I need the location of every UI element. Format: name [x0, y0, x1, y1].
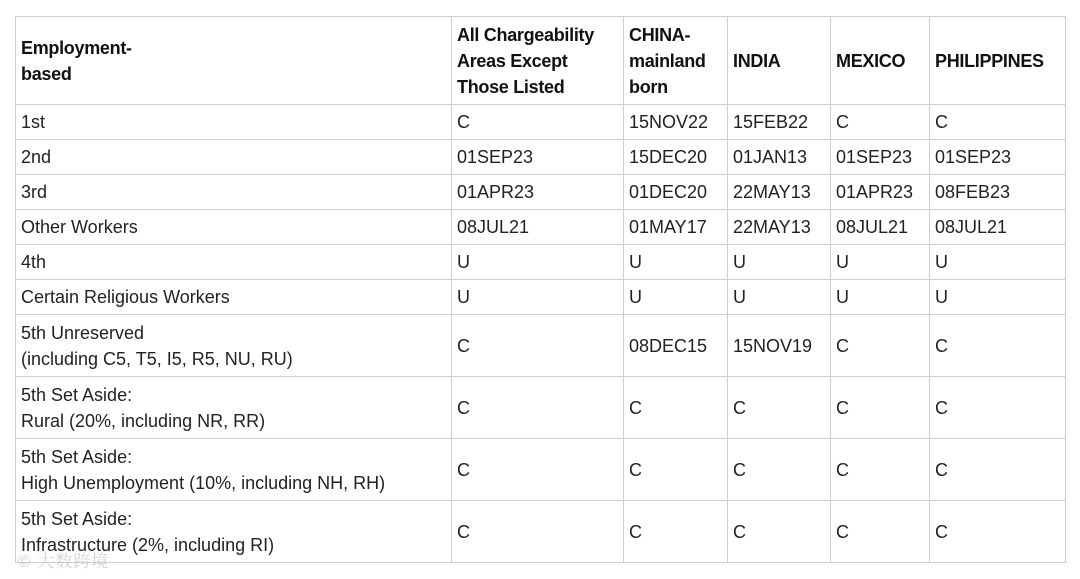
cell-all-chargeability: C: [452, 105, 624, 140]
cell-china: 15DEC20: [624, 140, 728, 175]
row-label: [16, 280, 452, 315]
row-label: [16, 439, 452, 501]
cell-mexico: C: [831, 501, 930, 563]
cell-china: U: [624, 280, 728, 315]
row-label: [16, 245, 452, 280]
cell-china: C: [624, 377, 728, 439]
row-label: [16, 140, 452, 175]
table-row: [16, 210, 1066, 245]
table-row: [16, 315, 1066, 377]
row-label-line: 5th Unreserved: [21, 322, 145, 343]
header-line: CHINA-: [629, 24, 691, 45]
header-india: INDIA: [728, 17, 831, 105]
table-row: [16, 175, 1066, 210]
row-label: [16, 377, 452, 439]
row-label: [16, 501, 452, 563]
row-label-line: (including C5, T5, I5, R5, NU, RU): [21, 348, 293, 369]
employment-based-final-action-dates-table: [15, 16, 1066, 563]
row-label-line: 3rd: [21, 182, 48, 202]
cell-china: U: [624, 245, 728, 280]
cell-philippines: U: [930, 280, 1066, 315]
cell-philippines: U: [930, 245, 1066, 280]
cell-philippines: 08FEB23: [930, 175, 1066, 210]
cell-india: C: [728, 501, 831, 563]
row-label: [16, 210, 452, 245]
row-label-line: 2nd: [21, 147, 52, 167]
row-label: [16, 175, 452, 210]
cell-philippines: C: [930, 377, 1066, 439]
cell-all-chargeability: 01APR23: [452, 175, 624, 210]
header-mexico: MEXICO: [831, 17, 930, 105]
cell-india: 15FEB22: [728, 105, 831, 140]
cell-mexico: 01APR23: [831, 175, 930, 210]
row-label-line: 4th: [21, 252, 47, 272]
cell-mexico: C: [831, 377, 930, 439]
watermark-text: © 大数跨境: [18, 552, 110, 571]
row-label: [16, 315, 452, 377]
cell-mexico: C: [831, 315, 930, 377]
header-line: based: [21, 63, 72, 84]
cell-philippines: C: [930, 105, 1066, 140]
header-line: mainland: [629, 50, 706, 71]
table-row: [16, 377, 1066, 439]
table-row: [16, 105, 1066, 140]
cell-philippines: 08JUL21: [930, 210, 1066, 245]
row-label-line: 1st: [21, 112, 46, 132]
cell-china: 01DEC20: [624, 175, 728, 210]
row-label-line: Rural (20%, including NR, RR): [21, 410, 266, 431]
header-line: Areas Except: [457, 50, 568, 71]
table-row: [16, 439, 1066, 501]
cell-india: U: [728, 280, 831, 315]
cell-china: C: [624, 501, 728, 563]
cell-mexico: 08JUL21: [831, 210, 930, 245]
table-header-row: [16, 17, 1066, 105]
row-label-line: 5th Set Aside:: [21, 384, 133, 405]
header-line: Those Listed: [457, 76, 565, 97]
cell-philippines: 01SEP23: [930, 140, 1066, 175]
cell-all-chargeability: C: [452, 377, 624, 439]
row-label-line: Infrastructure (2%, including RI): [21, 534, 275, 555]
cell-india: C: [728, 439, 831, 501]
header-employment-based: [16, 17, 452, 105]
cell-all-chargeability: C: [452, 315, 624, 377]
cell-philippines: C: [930, 439, 1066, 501]
cell-all-chargeability: C: [452, 439, 624, 501]
header-all-chargeability: [452, 17, 624, 105]
table-row: [16, 245, 1066, 280]
cell-mexico: C: [831, 105, 930, 140]
cell-all-chargeability: U: [452, 280, 624, 315]
header-china: [624, 17, 728, 105]
cell-all-chargeability: C: [452, 501, 624, 563]
row-label-line: Other Workers: [21, 217, 138, 237]
cell-india: 22MAY13: [728, 210, 831, 245]
row-label: [16, 105, 452, 140]
header-line: Employment-: [21, 37, 132, 58]
cell-china: C: [624, 439, 728, 501]
cell-philippines: C: [930, 315, 1066, 377]
cell-india: C: [728, 377, 831, 439]
cell-china: 08DEC15: [624, 315, 728, 377]
cell-philippines: C: [930, 501, 1066, 563]
cell-mexico: U: [831, 245, 930, 280]
row-label-line: Certain Religious Workers: [21, 287, 230, 307]
cell-mexico: 01SEP23: [831, 140, 930, 175]
row-label-line: 5th Set Aside:: [21, 446, 133, 467]
header-line: born: [629, 76, 668, 97]
row-label-line: 5th Set Aside:: [21, 508, 133, 529]
row-label-line: High Unemployment (10%, including NH, RH): [21, 472, 386, 493]
table-row: [16, 501, 1066, 563]
cell-china: 15NOV22: [624, 105, 728, 140]
table-row: [16, 140, 1066, 175]
table-row: [16, 280, 1066, 315]
cell-india: 01JAN13: [728, 140, 831, 175]
cell-all-chargeability: 01SEP23: [452, 140, 624, 175]
cell-india: U: [728, 245, 831, 280]
cell-china: 01MAY17: [624, 210, 728, 245]
cell-mexico: C: [831, 439, 930, 501]
cell-all-chargeability: 08JUL21: [452, 210, 624, 245]
cell-all-chargeability: U: [452, 245, 624, 280]
cell-mexico: U: [831, 280, 930, 315]
cell-india: 22MAY13: [728, 175, 831, 210]
header-line: All Chargeability: [457, 24, 594, 45]
cell-india: 15NOV19: [728, 315, 831, 377]
header-philippines: PHILIPPINES: [930, 17, 1066, 105]
visa-bulletin-table-container: [15, 16, 1066, 563]
